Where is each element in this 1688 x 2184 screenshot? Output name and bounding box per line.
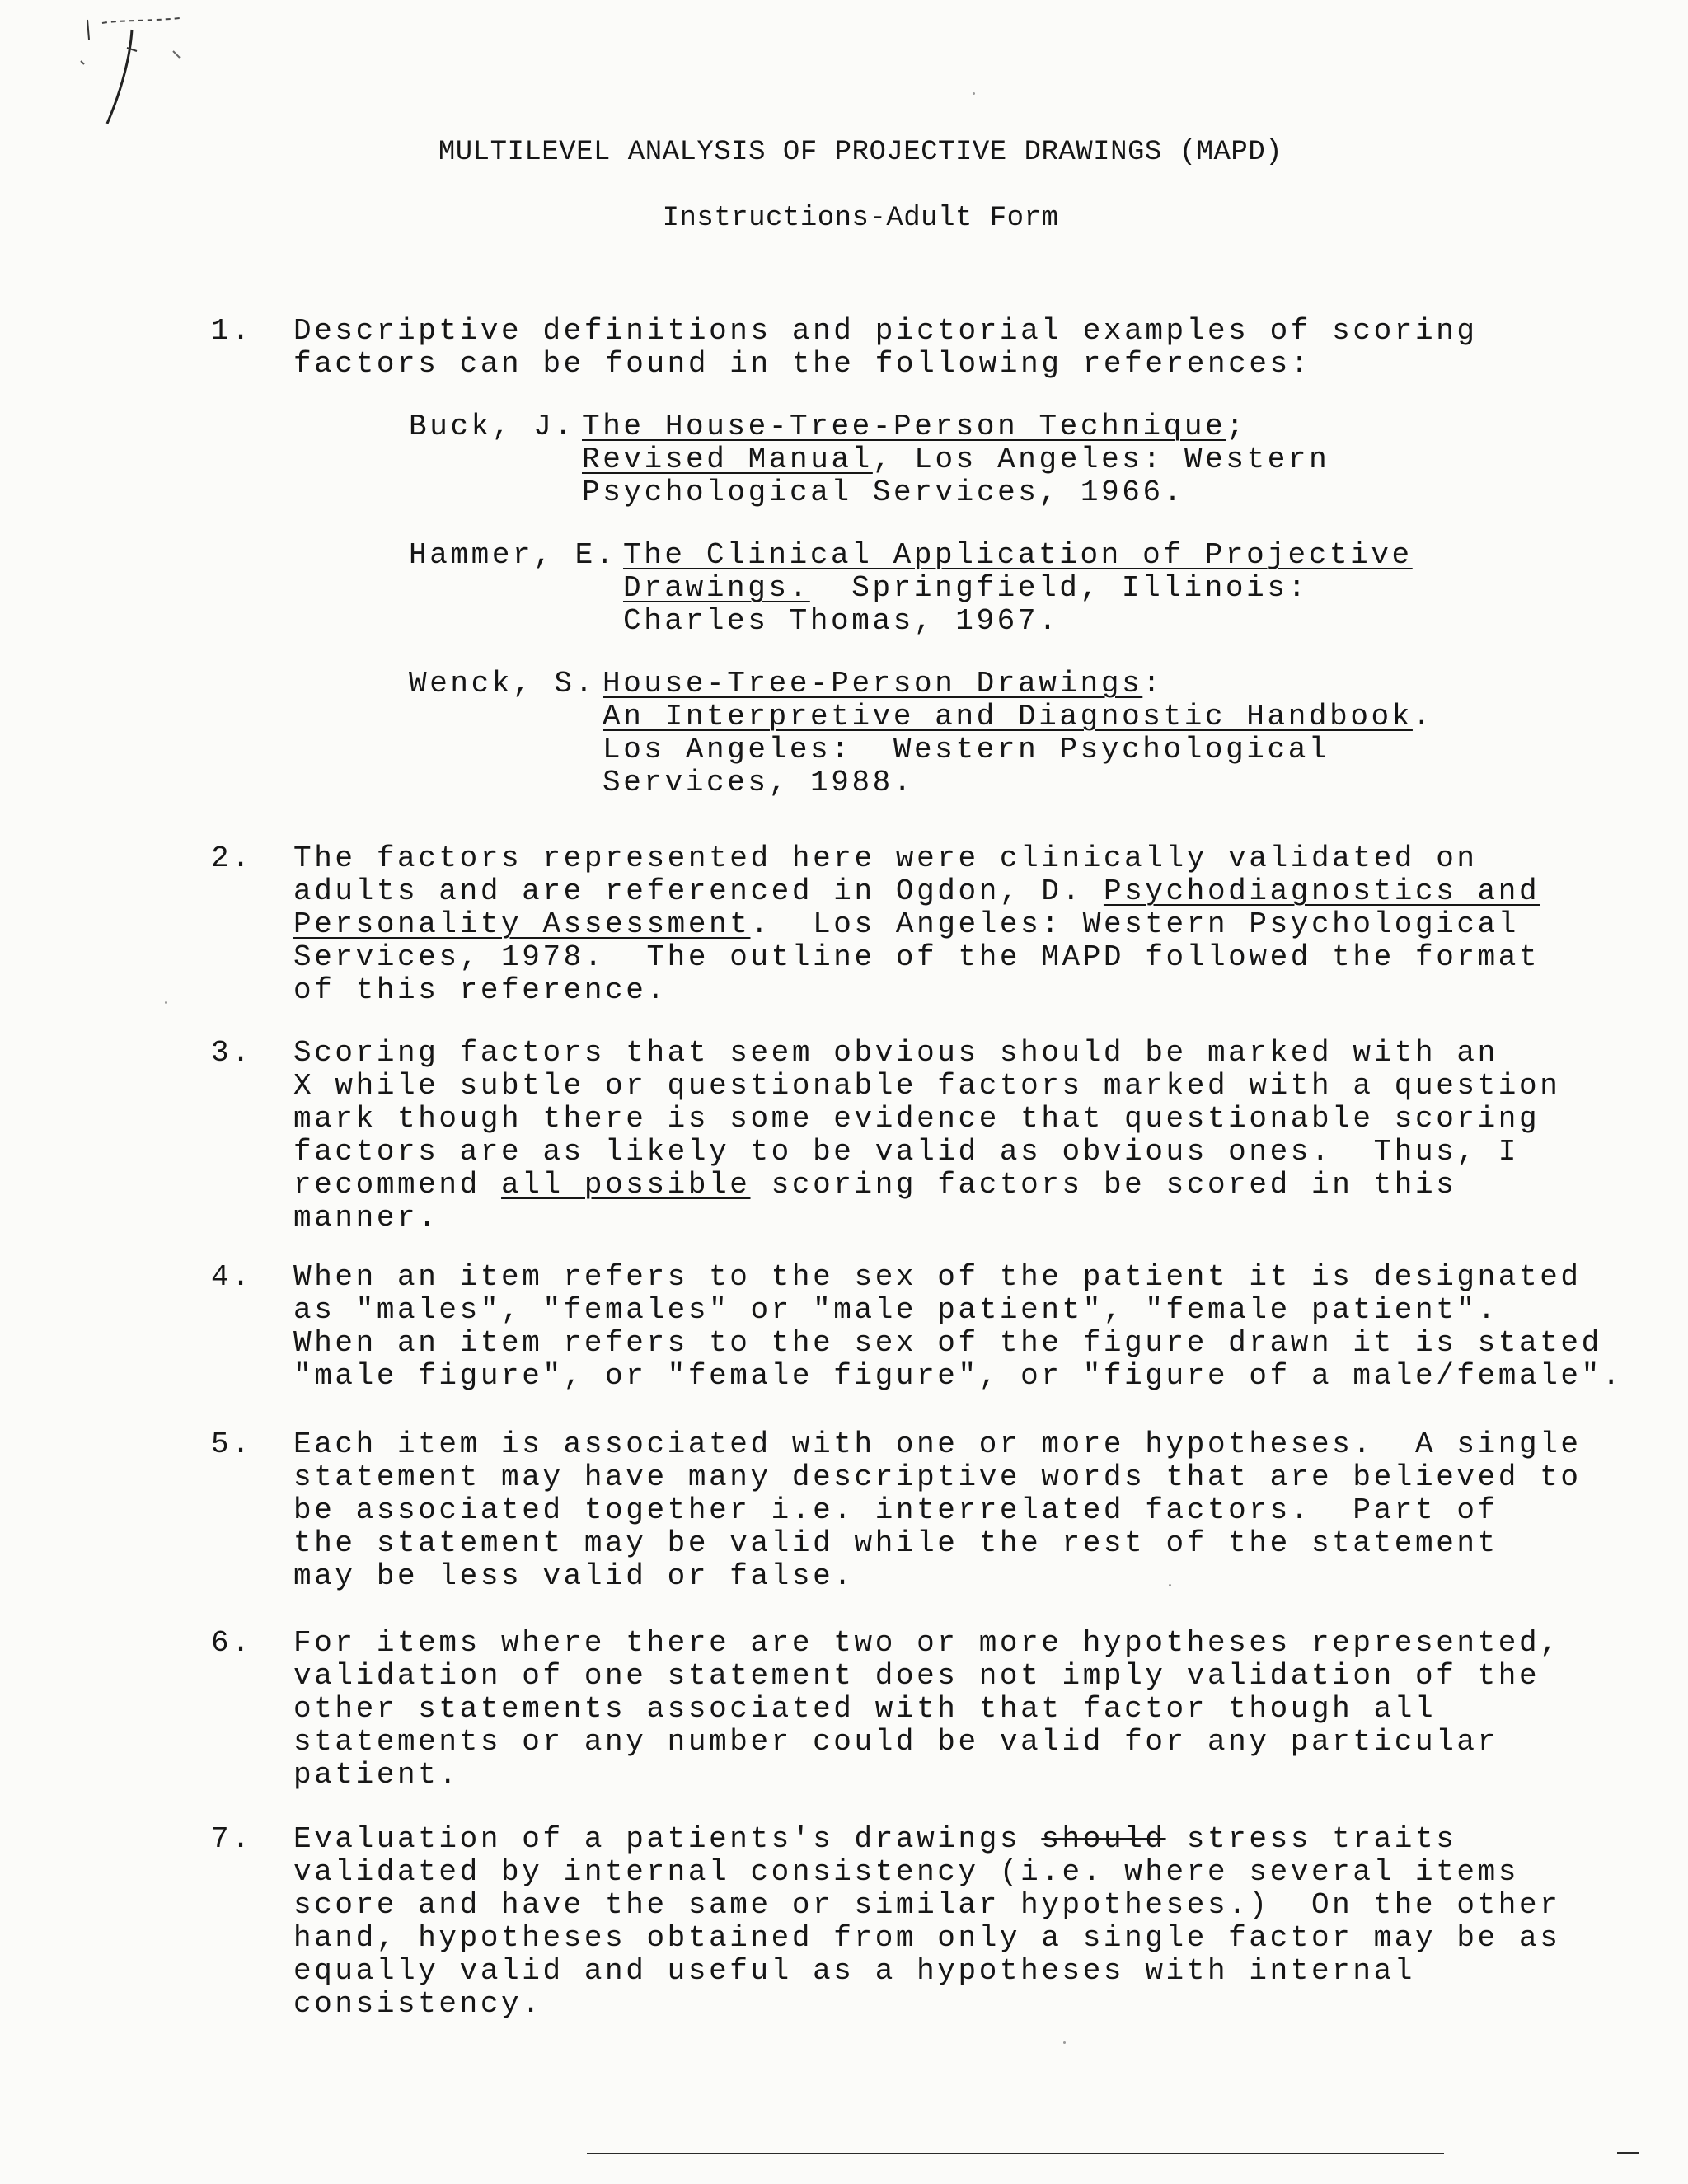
text-line bbox=[293, 1460, 1582, 1494]
text-segment: validation of one statement does not imply validation of the bbox=[293, 1659, 1540, 1693]
text-line bbox=[582, 476, 1563, 509]
text-segment: statement may have many descriptive words that are believed to bbox=[293, 1460, 1582, 1494]
item-body bbox=[293, 1260, 1624, 1393]
instruction-item bbox=[211, 842, 1563, 1007]
text-segment: . Los Angeles: Western Psychological bbox=[750, 907, 1520, 941]
text-segment: For items where there are two or more hypotheses represented, bbox=[293, 1626, 1561, 1660]
scan-speck bbox=[1063, 2041, 1066, 2044]
text-segment: , Los Angeles: Western bbox=[872, 443, 1330, 476]
underlined-title: Personality Assessment bbox=[293, 907, 751, 941]
underlined-title: House-Tree-Person Drawings bbox=[603, 667, 1143, 701]
text-segment: adults and are referenced in Ogdon, D. bbox=[293, 874, 1104, 908]
text-line bbox=[293, 1202, 1563, 1235]
text-segment: Each item is associated with one or more hypotheses. A single bbox=[293, 1427, 1582, 1461]
instruction-item bbox=[211, 1427, 1582, 1593]
text-line bbox=[293, 1037, 1563, 1070]
text-segment: "male figure", or "female figure", or "figure of a male/female". bbox=[293, 1359, 1624, 1393]
underlined-title: The Clinical Application of Projective bbox=[623, 538, 1413, 572]
text-line bbox=[582, 443, 1563, 476]
text-segment: recommend bbox=[293, 1168, 502, 1202]
underlined-title: Revised Manual bbox=[582, 443, 873, 476]
text-segment: scoring factors be scored in this bbox=[750, 1168, 1457, 1202]
reference-entry bbox=[293, 539, 1563, 638]
text-line bbox=[293, 1326, 1602, 1360]
text-segment: hand, hypotheses obtained from only a single factor may be as bbox=[293, 1921, 1561, 1955]
text-segment: . bbox=[1412, 700, 1434, 733]
reference-text bbox=[623, 539, 1563, 638]
text-segment: ; bbox=[1226, 410, 1247, 443]
text-segment: Charles Thomas, 1967. bbox=[623, 604, 1060, 638]
reference-list bbox=[293, 410, 1563, 799]
text-line: Descriptive definitions and pictorial examples of scoring bbox=[293, 314, 1478, 348]
text-line bbox=[293, 1136, 1563, 1169]
item-number: 5. bbox=[211, 1427, 253, 1461]
underlined-title: Drawings. bbox=[623, 571, 810, 605]
item-number: 2. bbox=[211, 841, 253, 875]
text-line bbox=[293, 1494, 1563, 1527]
text-segment: When an item refers to the sex of the figure drawn it is stated bbox=[293, 1326, 1602, 1360]
underlined-title: all possible bbox=[501, 1168, 751, 1202]
text-line bbox=[293, 1726, 1563, 1759]
text-segment: validated by internal consistency (i.e. where several items bbox=[293, 1855, 1520, 1889]
text-line bbox=[293, 1169, 1563, 1202]
item-body bbox=[293, 315, 1563, 799]
text-segment: Los Angeles: Western Psychological bbox=[603, 733, 1330, 766]
item-body bbox=[293, 1823, 1563, 2021]
text-segment: as "males", "females" or "male patient", "female patient". bbox=[293, 1293, 1498, 1327]
reference-author: Buck, J. bbox=[409, 410, 575, 443]
text-line bbox=[582, 410, 1563, 443]
text-line bbox=[623, 539, 1563, 572]
item-body bbox=[293, 1627, 1563, 1792]
text-line bbox=[293, 1103, 1563, 1136]
text-line bbox=[293, 1988, 1563, 2021]
text-segment: stress traits bbox=[1165, 1822, 1457, 1856]
text-segment: manner. bbox=[293, 1201, 439, 1235]
text-segment: score and have the same or similar hypotheses.) On the other bbox=[293, 1888, 1561, 1922]
text-line bbox=[293, 908, 1563, 941]
text-segment: When an item refers to the sex of the patient it is designated bbox=[293, 1260, 1582, 1294]
edge-mark bbox=[1617, 2152, 1639, 2154]
text-line bbox=[293, 1693, 1563, 1726]
text-segment: statements or any number could be valid for any particular bbox=[293, 1725, 1498, 1759]
text-segment: Services, 1988. bbox=[603, 766, 915, 799]
text-line bbox=[293, 1359, 1624, 1393]
scan-speck bbox=[165, 1001, 167, 1004]
instruction-item bbox=[211, 315, 1563, 829]
item-number: 1. bbox=[211, 314, 253, 348]
instruction-item bbox=[211, 1260, 1624, 1393]
text-segment: of this reference. bbox=[293, 973, 668, 1007]
text-line bbox=[293, 1627, 1563, 1660]
text-line bbox=[293, 1560, 1563, 1593]
reference-entry bbox=[293, 410, 1563, 509]
item-body bbox=[293, 1037, 1563, 1235]
text-segment: Services, 1978. The outline of the MAPD followed the format bbox=[293, 940, 1540, 974]
text-segment: consistency. bbox=[293, 1987, 543, 2021]
text-line bbox=[293, 1070, 1563, 1103]
document-subtitle: Instructions-Adult Form bbox=[662, 203, 1059, 234]
text-segment: be associated together i.e. interrelated factors. Part of bbox=[293, 1493, 1498, 1527]
text-line bbox=[293, 1260, 1582, 1294]
reference-author: Wenck, S. bbox=[409, 667, 596, 701]
text-segment: Scoring factors that seem obvious should be marked with an bbox=[293, 1036, 1498, 1070]
text-line: factors can be found in the following references: bbox=[293, 347, 1311, 381]
text-line bbox=[293, 1955, 1563, 1988]
text-segment: patient. bbox=[293, 1758, 460, 1792]
document-title: MULTILEVEL ANALYSIS OF PROJECTIVE DRAWINGS (MAPD) bbox=[438, 137, 1283, 168]
text-line bbox=[293, 842, 1563, 875]
text-line bbox=[623, 605, 1563, 638]
item-number: 4. bbox=[211, 1260, 253, 1294]
text-line bbox=[603, 733, 1563, 766]
underlined-title: The House-Tree-Person Technique bbox=[582, 410, 1226, 443]
text-line bbox=[623, 572, 1563, 605]
reference-text bbox=[603, 668, 1563, 799]
instruction-item bbox=[211, 1627, 1563, 1792]
text-segment: Psychological Services, 1966. bbox=[582, 476, 1184, 509]
item-number: 3. bbox=[211, 1036, 253, 1070]
text-segment: Evaluation of a patients's drawings bbox=[293, 1822, 1042, 1856]
text-line bbox=[293, 1823, 1563, 1856]
text-line bbox=[293, 1922, 1563, 1955]
text-line bbox=[293, 941, 1563, 974]
struck-word: should bbox=[1041, 1822, 1166, 1856]
item-number: 6. bbox=[211, 1626, 253, 1660]
reference-entry bbox=[293, 668, 1563, 799]
scan-speck bbox=[1169, 1584, 1171, 1586]
text-line bbox=[293, 1856, 1563, 1889]
item-body bbox=[293, 842, 1563, 1007]
handwritten-mark bbox=[73, 15, 204, 138]
instruction-item bbox=[211, 1037, 1563, 1235]
text-line bbox=[293, 875, 1563, 908]
instruction-item bbox=[211, 1823, 1563, 2021]
text-segment: other statements associated with that factor though all bbox=[293, 1692, 1437, 1726]
text-line bbox=[293, 1660, 1563, 1693]
text-segment: The factors represented here were clinically validated on bbox=[293, 841, 1478, 875]
text-line bbox=[603, 701, 1563, 733]
text-line bbox=[603, 668, 1563, 701]
text-line bbox=[293, 1427, 1582, 1461]
underlined-title: Psychodiagnostics and bbox=[1103, 874, 1540, 908]
reference-text bbox=[582, 410, 1563, 509]
text-segment: factors are as likely to be valid as obvious ones. Thus, I bbox=[293, 1135, 1520, 1169]
underlined-title: An Interpretive and Diagnostic Handbook bbox=[603, 700, 1413, 733]
item-number: 7. bbox=[211, 1822, 253, 1856]
reference-author: Hammer, E. bbox=[409, 538, 617, 572]
text-line bbox=[293, 1294, 1563, 1327]
text-segment: the statement may be valid while the rest of the statement bbox=[293, 1526, 1498, 1560]
scan-speck bbox=[973, 92, 975, 95]
text-line bbox=[293, 974, 1563, 1007]
text-segment: : bbox=[1142, 667, 1164, 701]
text-line bbox=[603, 766, 1563, 799]
text-line bbox=[293, 1527, 1563, 1560]
item-body bbox=[293, 1427, 1582, 1593]
text-segment: Springfield, Illinois: bbox=[809, 571, 1309, 605]
text-segment: equally valid and useful as a hypotheses with internal bbox=[293, 1954, 1415, 1988]
text-line bbox=[293, 1759, 1563, 1792]
text-segment: X while subtle or questionable factors marked with a question bbox=[293, 1069, 1561, 1103]
bottom-rule bbox=[587, 2153, 1444, 2154]
text-line bbox=[293, 1889, 1563, 1922]
text-segment: mark though there is some evidence that questionable scoring bbox=[293, 1102, 1540, 1136]
text-segment: may be less valid or false. bbox=[293, 1559, 855, 1593]
